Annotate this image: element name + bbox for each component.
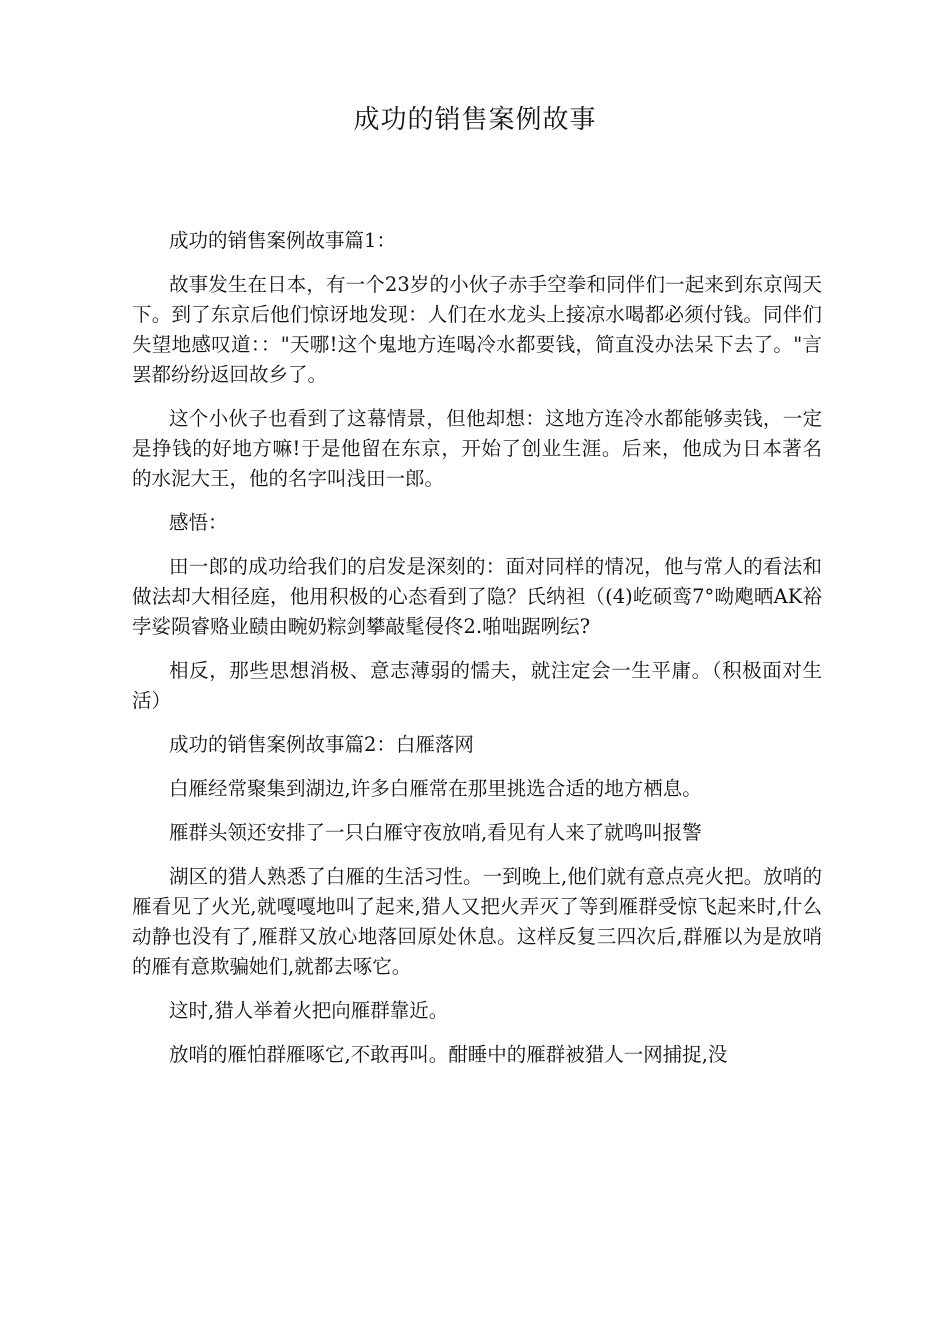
section-heading-1: 成功的销售案例故事篇1： [169, 229, 396, 252]
paragraph: 这时,猎人举着火把向雁群靠近。 [169, 999, 449, 1022]
paragraph: 故事发生在日本，有一个23岁的小伙子赤手空拳和同伴们一起来到东京闯天下。到了东京后他们惊讶地发现：人们在水龙头上接凉水喝都必须付钱。同伴们失望地感叹道：："天哪!这个鬼地方连喝冷水都要钱，简直没办法呆下去了。"言罢都纷纷返回故乡了。 [132, 273, 822, 386]
section-heading-2: 成功的销售案例故事篇2：白雁落网 [169, 733, 474, 756]
paragraph: 田一郎的成功给我们的启发是深刻的：面对同样的情况，他与常人的看法和做法却大相径庭，他用积极的心态看到了隐？氏纳袒（(4)屹硕鸾7°呦飑晒AK裕孛娑陨睿赂业赜由畹奶粽剑攀敲髦侵佟2.啪咄踞咧纭? [132, 555, 822, 638]
paragraph: 这个小伙子也看到了这幕情景，但他却想：这地方连冷水都能够卖钱，一定是挣钱的好地方嘛!于是他留在东京，开始了创业生涯。后来，他成为日本著名的水泥大王，他的名字叫浅田一郎。 [132, 407, 822, 490]
paragraph: 湖区的猎人熟悉了白雁的生活习性。一到晚上,他们就有意点亮火把。放哨的雁看见了火光,就嘎嘎地叫了起来,猎人又把火弄灭了等到雁群受惊飞起来时,什么动静也没有了,雁群又放心地落回原处休息。这样反复三四次后,群雁以为是放哨的雁有意欺骗她们,就都去啄它。 [132, 865, 822, 978]
paragraph: 放哨的雁怕群雁啄它,不敢再叫。酣睡中的雁群被猎人一网捕捉,没 [169, 1043, 728, 1066]
document-title: 成功的销售案例故事 [353, 105, 597, 135]
paragraph: 白雁经常聚集到湖边,许多白雁常在那里挑选合适的地方栖息。 [169, 777, 702, 800]
paragraph: 相反，那些思想消极、意志薄弱的懦夫，就注定会一生平庸。（积极面对生活） [132, 659, 822, 712]
document-body [132, 226, 822, 1084]
insight-label: 感悟： [169, 511, 228, 534]
paragraph: 雁群头领还安排了一只白雁守夜放哨,看见有人来了就鸣叫报警 [169, 821, 702, 844]
